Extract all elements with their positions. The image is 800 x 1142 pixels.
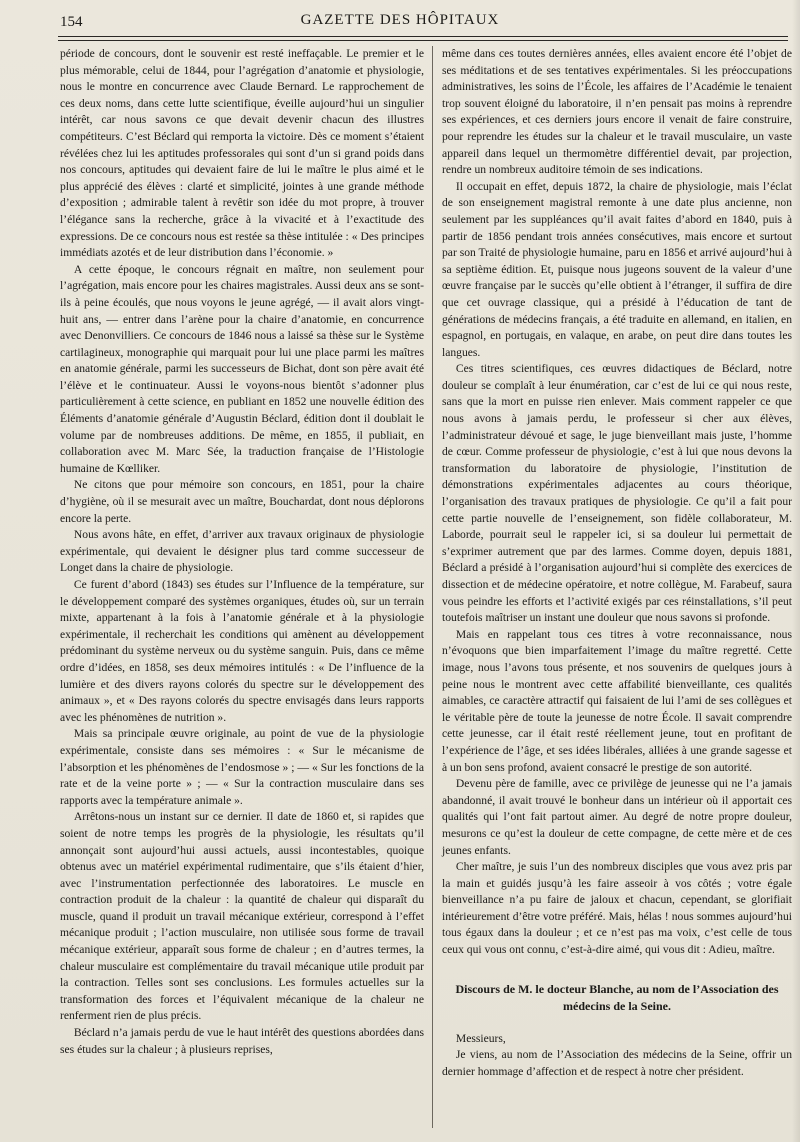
paragraph: Ce furent d’abord (1843) ses études sur l’Influence de la température, sur le développement comparé des systèmes organiques, études où, sur un terrain mixte, appartenant à la fois à l’anatomie générale et à la physiologie expérimentale, il recherchait les conditions qui amènent au développement prédominant du système nerveux ou du système sanguin. Puis, dans ce même ordre d’idées, en 1858, ses deux mémoires intitulés : « De l’influence de la lumière et des divers rayons colorés du spectre sur le développement des animaux », et « Des rayons colorés du spectre envisagés dans leurs rapports avec les phénomènes de nutrition ».: [60, 578, 424, 724]
salutation: Messieurs,: [455, 1031, 506, 1045]
paragraph: Ne citons que pour mémoire son concours, en 1851, pour la chaire d’hygiène, où il se mesurait avec un maître, Bouchardat, dont nous déplorons encore la perte.: [60, 478, 424, 525]
page-number: 154: [60, 14, 83, 30]
paragraph: Il occupait en effet, depuis 1872, la chaire de physiologie, mais l’éclat de son enseignement magistral remonte à une date plus ancienne, non seulement par les suppléances qu’il avait faites d’abord en 1840, puis à partir de 1856 pendant trois années consécutives, mais encore et surtout par son Traité de physiologie humaine, paru en 1856 et arrivé aujourd’hui à sa septième édition. Et, puisque nous jugeons souvent de la valeur d’une œuvre française par le succès qu’elle obtient à l’étranger, il suffira de dire que cet ouvrage classique, qui a présidé à l’éducation de tant de générations de médecins français, a été traduite en allemand, en italien, en espagnol, en portugais, en valaque, en arabe, on peut dire dans toutes les langues.: [442, 179, 792, 359]
right-column: [442, 46, 792, 1080]
paragraph: période de concours, dont le souvenir est resté ineffaçable. Le premier et le plus mémorable, celui de 1844, pour l’agrégation d’anatomie et physiologie, nous le montre en concurrence avec Claude Bernard. Le rapprochement de ces deux noms, dans cette lutte scientifique, éveille aujourd’hui un singulier intérêt, car nous savons ce que devait devenir chacun des illustres compétiteurs. C’est Béclard qui remporta la victoire. Dès ce moment s’étaient révélées chez lui les aptitudes professorales qui sont d’un si grand poids dans nos concours, aptitudes qui devaient faire de lui le maître le plus aimé et le plus apprécié des élèves : clarté et simplicité, jointes à une grande méthode d’exposition ; admirable talent à revêtir son idée du mot propre, à trouver l’élégance sans la recherche, grâce à la vivacité et à l’exactitude des expressions. De ce concours nous est restée sa thèse intitulée : « Des principes immédiats azotés et de leur distribution dans l’économie. »: [60, 47, 424, 260]
paragraph: Je viens, au nom de l’Association des médecins de la Seine, offrir un dernier hommage d’affection et de respect à notre cher président.: [442, 1048, 792, 1078]
column-divider: [432, 46, 433, 1128]
header-rule-thin: [58, 40, 788, 41]
page-edge-shadow: [792, 0, 800, 1142]
header-rule: [58, 36, 788, 37]
paragraph: Mais sa principale œuvre originale, au point de vue de la physiologie expérimentale, consiste dans ses mémoires : « Sur le mécanisme de l’absorption et les phénomènes de l’endosmose » ; — « Sur les fonctions de la rate et de la veine porte » ; — « Sur la contraction musculaire dans ses rapports avec la température animale ».: [60, 727, 424, 807]
paragraph: Cher maître, je suis l’un des nombreux disciples que vous avez pris par la main et guidés jusqu’à les faire asseoir à vos côtés ; votre égale bienveillance n’a pu faire de jaloux et chacun, cependant, se glorifiait intérieurement d’être votre préféré. Mais, hélas ! nous sommes aujourd’hui tous égaux dans la douleur ; et ce n’est pas ma voix, c’est celle de tous ceux qui vous ont connu, c’est-à-dire aimé, qui vous dit : Adieu, maître.: [442, 860, 792, 957]
paragraph: A cette époque, le concours régnait en maître, non seulement pour l’agrégation, mais encore pour les chaires magistrales. Aussi deux ans se sont-ils à peine écoulés, que nous voyons le jeune agrégé, — il avait alors vingt-huit ans, — entrer dans l’arène pour la chaire d’anatomie, en concurrence avec Denonvilliers. Ce concours de 1846 nous a laissé sa thèse sur le Système cartilagineux, monographie qui marquait pour lui une place parmi les maîtres en anatomie générale, parmi les successeurs de Bichat, dont son père avait été l’élève et le continuateur. Aussi le voyons-nous bientôt s’adonner plus particulièrement à cette science, en publiant en 1852 une nouvelle édition des Éléments d’anatomie générale d’Augustin Béclard, édition dont il doublait le volume par de nombreuses additions. De même, en 1855, il publiait, en collaboration avec M. Marc Sée, la traduction française de l’Histologie humaine de Kœlliker.: [60, 262, 424, 475]
paragraph: Ces titres scientifiques, ces œuvres didactiques de Béclard, notre douleur se complaît à leur énumération, car c’est de lui ce qui nous reste, sans que la mort en puisse rien enlever. Mais comment rappeler ce que nous avons à jamais perdu, le professeur si cher aux élèves, l’administrateur dévoué et sage, le juge bienveillant mais juste, l’homme de cœur. Comme professeur de physiologie, c’est à lui que nous devons la transformation du laboratoire de physiologie, l’institution de démonstrations expérimentales adjacentes au cours théorique, l’organisation des travaux pratiques de physiologie. Ce qu’il a fait pour cette partie nouvelle de l’enseignement, son fidèle collaborateur, M. Laborde, pourrait seul le rappeler ici, si sa douleur lui permettait de s’exprimer autrement que par des larmes. Comme doyen, depuis 1881, Béclard a présidé à l’organisation aujourd’hui si complète des exercices de dissection et de médecine opératoire, et notre collègue, M. Farabeuf, saura vous peindre les efforts et l’activité exigés par ces réinstallations, s’il peut toutefois maîtriser un instant une douleur que nous savons si profonde.: [442, 362, 792, 625]
paragraph: Nous avons hâte, en effet, d’arriver aux travaux originaux de physiologie expérimentale, qui devaient le désigner plus tard comme successeur de Longet dans la chaire de physiologie.: [60, 528, 424, 575]
paragraph: Devenu père de famille, avec ce privilège de jeunesse qui ne l’a jamais abandonné, il avait trouvé le bonheur dans un intérieur où il apportait ces qualités qui l’ont fait partout aimer. Au degré de notre propre douleur, mesurons ce qu’est la douleur de cette compagne, de cette mère et de ces jeunes enfants.: [442, 777, 792, 857]
left-column: [60, 46, 424, 1058]
page-title: GAZETTE DES HÔPITAUX: [300, 12, 500, 28]
section-heading: Discours de M. le docteur Blanche, au nom de l’Association des médecins de la Seine.: [455, 981, 779, 1013]
paragraph: même dans ces toutes dernières années, elles avaient encore été l’objet de ses méditations et de ses tentatives expérimentales. Si les préoccupations administratives, les soins de l’École, les affaires de l’Académie le tenaient trop souvent éloigné du laboratoire, il n’en pensait pas moins à reprendre ses expériences, et ces derniers jours encore il venait de faire construire, pour reprendre les études sur la chaleur et le travail musculaire, un vaste appareil dans lequel un thermomètre différentiel devait, par projection, rendre un nombreux auditoire témoin de ses indications.: [442, 47, 792, 177]
paragraph: Arrêtons-nous un instant sur ce dernier. Il date de 1860 et, si rapides que soient de notre temps les progrès de la physiologie, les résultats qu’il annonçait sont aujourd’hui aussi actuels, aussi incontestables, quoique obtenus avec un matériel expérimental rudimentaire, que s’ils étaient d’hier, avec l’instrumentation perfectionnée des laboratoires. Le muscle en contraction produit de la chaleur : la quantité de chaleur qui disparaît du muscle, quand il produit un travail mécanique extérieur, correspond à l’effet mécanique produit ; l’action musculaire, non utilisée sous forme de travail mécanique extérieur, apparaît sous forme de chaleur ; en d’autres termes, la chaleur musculaire est complémentaire du travail mécanique utile produit par la contraction. Telles sont ses conclusions. Les formules actuelles sur la transformation des forces et l’équivalent mécanique de la chaleur ne renferment rien de plus précis.: [60, 810, 424, 1023]
paragraph: Mais en rappelant tous ces titres à votre reconnaissance, nous n’évoquons que bien imparfaitement l’image du maître regretté. Cette image, nous l’avons tous présente, et nos souvenirs de quelques jours à peine nous le montrent avec cette affabilité bienveillante, ces qualités aimables, ce caractère attractif qui faisaient de lui l’ami de ses collègues et le véritable père de toute la jeunesse de notre École. Il savait comprendre cette jeunesse, car il était resté réellement jeune, tout en profitant de l’expérience de l’âge, et ses idées libérales, alliées à une grande sagesse et à un bon sens profond, avaient consacré le prestige de son autorité.: [442, 627, 792, 774]
paragraph: Béclard n’a jamais perdu de vue le haut intérêt des questions abordées dans ses études sur la chaleur ; à plusieurs reprises,: [60, 1026, 424, 1056]
